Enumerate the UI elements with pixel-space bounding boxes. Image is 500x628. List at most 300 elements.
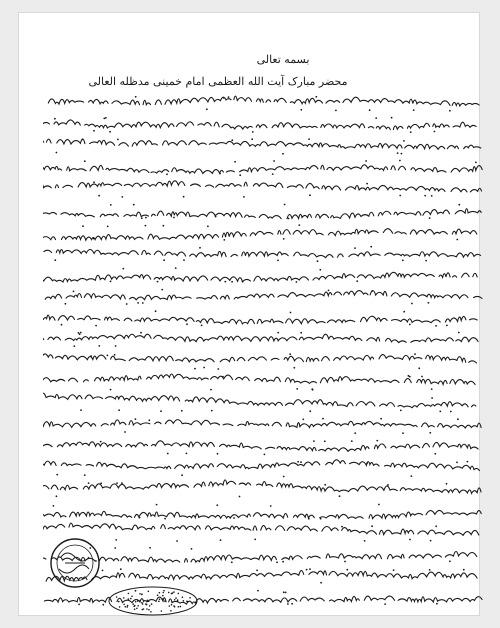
stamp-dot xyxy=(134,605,136,607)
stamp-dot xyxy=(116,596,118,598)
ink-dot xyxy=(320,518,322,520)
ink-dot xyxy=(100,441,102,443)
ink-dot xyxy=(264,454,266,456)
ink-dot xyxy=(95,325,97,327)
ink-dot xyxy=(133,204,135,206)
ink-dot xyxy=(413,109,415,111)
ink-dot xyxy=(431,397,433,399)
ink-dot xyxy=(73,345,75,347)
stamp-dot xyxy=(130,598,132,600)
ink-dot xyxy=(364,540,366,542)
ink-dot xyxy=(224,281,226,283)
ink-dot xyxy=(135,418,137,420)
ink-dot xyxy=(78,604,80,606)
ink-dot xyxy=(319,269,321,271)
ink-dot xyxy=(145,217,147,219)
ink-dot xyxy=(191,548,193,550)
stamp-dot xyxy=(151,603,153,605)
ink-dot xyxy=(231,561,233,563)
ink-dot xyxy=(277,332,279,334)
ink-dot xyxy=(110,389,112,391)
ink-dot xyxy=(456,462,458,464)
ink-dot xyxy=(115,345,117,347)
ink-dot xyxy=(228,96,230,98)
ink-dot xyxy=(429,217,431,219)
ink-dot xyxy=(100,482,102,484)
ink-dot xyxy=(84,160,86,162)
stamp-dot xyxy=(180,606,182,608)
stamp-dot xyxy=(136,608,138,610)
ink-dot xyxy=(308,518,310,520)
ink-dot xyxy=(344,561,346,563)
ink-dot xyxy=(308,138,310,140)
ink-dot xyxy=(211,410,213,412)
ink-dot xyxy=(160,410,162,412)
ink-dot xyxy=(164,518,166,520)
ink-dot xyxy=(290,312,292,314)
ink-dot xyxy=(93,238,95,240)
ink-dot xyxy=(183,196,185,198)
ink-dot xyxy=(425,260,427,262)
handwritten-line xyxy=(43,138,481,149)
ink-dot xyxy=(434,453,436,455)
ink-dot xyxy=(231,139,233,141)
ink-dot xyxy=(376,440,378,442)
stamp-dot xyxy=(170,610,172,612)
ink-dot xyxy=(140,332,142,334)
ink-dot xyxy=(73,291,75,293)
stamp-dot xyxy=(123,604,125,606)
ink-dot xyxy=(166,173,168,175)
ink-dot xyxy=(141,217,143,219)
ink-dot xyxy=(402,432,404,434)
stamp-dot xyxy=(174,599,176,601)
ink-dot xyxy=(234,161,236,163)
ink-dot xyxy=(435,525,437,527)
addressee-line: محضر مبارک آیت الله العظمی امام خمینی مدظله العالی xyxy=(88,75,348,88)
handwritten-line xyxy=(43,120,476,130)
handwritten-line xyxy=(43,480,481,494)
ink-dot xyxy=(435,325,437,327)
ink-dot xyxy=(414,353,416,355)
stamp-dot xyxy=(146,608,148,610)
ink-dot xyxy=(306,569,308,571)
ink-dot xyxy=(356,280,358,282)
ink-dot xyxy=(300,109,302,111)
stamp-dot xyxy=(123,597,125,599)
ink-dot xyxy=(409,324,411,326)
ink-dot xyxy=(107,355,109,357)
ink-dot xyxy=(309,194,311,196)
stamp-dot xyxy=(171,604,173,606)
ink-dot xyxy=(207,225,209,227)
stamp-dot xyxy=(147,600,149,602)
ink-dot xyxy=(186,323,188,325)
handwritten-line xyxy=(43,551,477,562)
ink-dot xyxy=(428,302,430,304)
ink-dot xyxy=(54,259,56,261)
ink-dot xyxy=(65,303,67,305)
invocation-line: بسمه تعالی xyxy=(256,53,310,66)
ink-dot xyxy=(288,218,290,220)
stamp-dot xyxy=(119,606,121,608)
ink-dot xyxy=(217,368,219,370)
ink-dot xyxy=(110,281,112,283)
ink-dot xyxy=(135,590,137,592)
ink-dot xyxy=(289,353,291,355)
stamp-dot xyxy=(139,593,141,595)
ink-dot xyxy=(399,160,401,162)
handwritten-line xyxy=(43,374,475,385)
ink-dot xyxy=(82,225,84,227)
stamp-dot xyxy=(149,605,151,607)
ink-dot xyxy=(446,325,448,327)
ink-dot xyxy=(296,388,298,390)
ink-dot xyxy=(439,411,441,413)
stamp-dot xyxy=(164,600,166,602)
ink-dot xyxy=(458,204,460,206)
ink-dot xyxy=(369,109,371,111)
ink-dot xyxy=(283,476,285,478)
ink-dot xyxy=(219,173,221,175)
ink-dot xyxy=(403,311,405,313)
ink-dot xyxy=(300,461,302,463)
stamp-dot xyxy=(163,592,165,594)
handwritten-line xyxy=(43,165,482,174)
ink-dot xyxy=(206,108,208,110)
ink-dot xyxy=(456,239,458,241)
ink-dot xyxy=(122,268,124,270)
stamp-dot xyxy=(183,600,185,602)
handwritten-line xyxy=(43,209,481,219)
ink-dot xyxy=(467,461,469,463)
ink-dot xyxy=(298,224,300,226)
ink-dot xyxy=(450,411,452,413)
ink-dot xyxy=(242,281,244,283)
ink-dot xyxy=(387,484,389,486)
ink-dot xyxy=(272,173,274,175)
stamp-dot xyxy=(161,610,163,612)
ink-dot xyxy=(54,118,56,120)
ink-dot xyxy=(354,432,356,434)
stamp-dot xyxy=(146,604,148,606)
ink-dot xyxy=(411,303,413,305)
ink-dot xyxy=(56,495,58,497)
ink-dot xyxy=(121,196,123,198)
ink-dot xyxy=(409,539,411,541)
ink-dot xyxy=(239,496,241,498)
ink-dot xyxy=(110,204,112,206)
ink-dot xyxy=(475,162,477,164)
ink-dot xyxy=(283,591,285,593)
handwritten-line xyxy=(43,510,481,518)
stamp-dot xyxy=(148,609,150,611)
handwritten-line xyxy=(43,272,477,282)
stamp-dot xyxy=(131,596,133,598)
stamp-dot xyxy=(137,600,139,602)
stamp-dot xyxy=(162,595,164,597)
ink-dot xyxy=(120,568,122,570)
stamp-dot xyxy=(178,606,180,608)
ink-dot xyxy=(102,604,104,606)
stamp-dot xyxy=(186,601,188,603)
ink-dot xyxy=(115,539,117,541)
ink-dot xyxy=(282,561,284,563)
ink-dot xyxy=(365,160,367,162)
ink-dot xyxy=(380,418,382,420)
stamp-dot xyxy=(163,590,165,592)
stamp-dot xyxy=(125,606,127,608)
stamp-dot xyxy=(175,597,177,599)
ink-dot xyxy=(137,302,139,304)
ink-dot xyxy=(155,310,157,312)
ink-dot xyxy=(313,440,315,442)
ink-dot xyxy=(375,117,377,119)
ink-dot xyxy=(312,389,314,391)
ink-dot xyxy=(116,482,118,484)
ink-dot xyxy=(199,247,201,249)
ink-dot xyxy=(309,568,311,570)
stamp-dot xyxy=(150,611,152,613)
ink-dot xyxy=(89,547,91,549)
stamp-dot xyxy=(189,597,191,599)
ink-dot xyxy=(339,495,341,497)
stamp-dot xyxy=(171,602,173,604)
ink-dot xyxy=(139,517,141,519)
ink-dot xyxy=(93,181,95,183)
ink-dot xyxy=(411,475,413,477)
ink-dot xyxy=(371,525,373,527)
ink-dot xyxy=(351,440,353,442)
ink-dot xyxy=(324,484,326,486)
ink-dot xyxy=(217,453,219,455)
ink-dot xyxy=(354,247,356,249)
stamp-dot xyxy=(142,603,144,605)
ink-dot xyxy=(201,325,203,327)
ink-dot xyxy=(335,110,337,112)
handwritten-line xyxy=(43,229,477,242)
stamp-dot xyxy=(118,601,120,603)
stamp-dot xyxy=(174,606,176,608)
ink-dot xyxy=(117,139,119,141)
ink-dot xyxy=(256,570,258,572)
ink-dot xyxy=(107,226,109,228)
ink-dot xyxy=(84,474,86,476)
ink-dot xyxy=(157,281,159,283)
handwritten-line xyxy=(43,393,476,408)
ink-dot xyxy=(410,131,412,133)
stamp-dot xyxy=(139,600,141,602)
ink-dot xyxy=(399,195,401,197)
ink-dot xyxy=(421,376,423,378)
ink-dot xyxy=(378,504,380,506)
stamp-dot xyxy=(128,598,130,600)
stamp-dot xyxy=(135,601,137,603)
stamp-dot xyxy=(168,592,170,594)
handwritten-line xyxy=(43,420,481,428)
ink-dot xyxy=(216,504,218,506)
stamp-dot xyxy=(126,606,128,608)
stamp-dot xyxy=(148,591,150,593)
ink-dot xyxy=(458,332,460,334)
ink-dot xyxy=(93,130,95,132)
handwritten-line xyxy=(43,291,482,300)
ink-dot xyxy=(56,152,58,154)
ink-dot xyxy=(270,505,272,507)
stamp-dot xyxy=(132,603,134,605)
stamp-dot xyxy=(169,605,171,607)
ink-dot xyxy=(434,131,436,133)
ink-dot xyxy=(80,409,82,411)
ink-dot xyxy=(103,118,105,120)
ink-dot xyxy=(90,355,92,357)
stamp-dot xyxy=(157,594,159,596)
ink-dot xyxy=(161,289,163,291)
ink-dot xyxy=(324,440,326,442)
stamp-dot xyxy=(159,599,161,601)
ink-dot xyxy=(424,195,426,197)
stamp-dot xyxy=(141,594,143,596)
ink-dot xyxy=(284,204,286,206)
ink-dot xyxy=(430,540,432,542)
ink-dot xyxy=(449,560,451,562)
stamp-dot xyxy=(182,596,184,598)
ink-dot xyxy=(61,324,63,326)
ink-dot xyxy=(366,462,368,464)
ink-dot xyxy=(114,547,116,549)
ink-dot xyxy=(78,332,80,334)
ink-dot xyxy=(418,367,420,369)
ink-dot xyxy=(181,410,183,412)
ink-dot xyxy=(328,290,330,292)
ink-dot xyxy=(88,482,90,484)
ink-dot xyxy=(163,259,165,261)
ink-dot xyxy=(282,153,284,155)
stamp-dot xyxy=(128,593,130,595)
stamp-dot xyxy=(142,609,144,611)
ink-dot xyxy=(233,517,235,519)
ink-dot xyxy=(297,461,299,463)
seal-stamp xyxy=(51,539,99,587)
ink-dot xyxy=(118,409,120,411)
ink-dot xyxy=(215,216,217,218)
ink-dot xyxy=(276,561,278,563)
ink-dot xyxy=(463,569,465,571)
ink-dot xyxy=(366,183,368,185)
ink-dot xyxy=(203,367,205,369)
ink-dot xyxy=(114,354,116,356)
ink-dot xyxy=(322,418,324,420)
ink-dot xyxy=(98,345,100,347)
ink-dot xyxy=(254,539,256,541)
ink-dot xyxy=(346,569,348,571)
ink-dot xyxy=(384,603,386,605)
ink-dot xyxy=(53,505,55,507)
stamp-dot xyxy=(127,605,129,607)
ink-dot xyxy=(429,432,431,434)
ink-dot xyxy=(243,196,245,198)
handwritten-line xyxy=(43,314,477,324)
ink-dot xyxy=(402,259,404,261)
ink-dot xyxy=(431,388,433,390)
ink-dot xyxy=(401,153,403,155)
ink-dot xyxy=(186,453,188,455)
ink-dot xyxy=(109,131,111,133)
ink-dot xyxy=(142,302,144,304)
ink-dot xyxy=(95,560,97,562)
ink-dot xyxy=(210,389,212,391)
ink-dot xyxy=(183,259,185,261)
stamp-dot xyxy=(158,601,160,603)
ink-dot xyxy=(173,217,175,219)
ink-dot xyxy=(124,431,126,433)
ink-dot xyxy=(102,570,104,572)
ink-dot xyxy=(341,526,343,528)
ink-dot xyxy=(309,410,311,412)
ink-dot xyxy=(126,303,128,305)
document-page xyxy=(18,12,480,616)
ink-dot xyxy=(285,592,287,594)
ink-dot xyxy=(429,569,431,571)
ink-dot xyxy=(371,290,373,292)
ink-dot xyxy=(231,281,233,283)
ink-dot xyxy=(156,504,158,506)
ink-dot xyxy=(148,419,150,421)
handwritten-line xyxy=(43,352,476,363)
ink-dot xyxy=(393,569,395,571)
handwritten-line xyxy=(43,181,481,192)
ink-dot xyxy=(403,140,405,142)
ink-dot xyxy=(175,267,177,269)
handwritten-line xyxy=(43,248,481,257)
ink-dot xyxy=(56,474,58,476)
ink-dot xyxy=(145,225,147,227)
ink-dot xyxy=(400,410,402,412)
ink-dot xyxy=(98,195,100,197)
ink-dot xyxy=(257,590,259,592)
ink-dot xyxy=(446,483,448,485)
handwritten-line xyxy=(43,441,478,452)
ink-dot xyxy=(293,367,295,369)
ink-dot xyxy=(163,225,165,227)
ink-dot xyxy=(315,96,317,98)
ink-dot xyxy=(449,110,451,112)
ink-dot xyxy=(181,474,183,476)
ink-dot xyxy=(283,238,285,240)
ink-dot xyxy=(239,174,241,176)
ink-dot xyxy=(431,195,433,197)
stamp-dot xyxy=(173,591,175,593)
handwritten-line xyxy=(43,460,479,471)
stamp-dot xyxy=(162,598,164,600)
letter-body xyxy=(43,96,482,606)
handwritten-line xyxy=(43,523,479,535)
ink-dot xyxy=(149,547,151,549)
ink-dot xyxy=(176,540,178,542)
ink-dot xyxy=(317,260,319,262)
handwritten-line xyxy=(48,96,479,106)
ink-dot xyxy=(223,97,225,99)
ink-dot xyxy=(296,281,298,283)
handwritten-letter xyxy=(43,23,493,623)
ink-dot xyxy=(370,246,372,248)
stamp-dot xyxy=(148,600,150,602)
handwritten-line xyxy=(43,334,478,342)
ink-dot xyxy=(320,582,322,584)
stamp-dot xyxy=(177,600,179,602)
ink-dot xyxy=(194,368,196,370)
ink-dot xyxy=(408,375,410,377)
